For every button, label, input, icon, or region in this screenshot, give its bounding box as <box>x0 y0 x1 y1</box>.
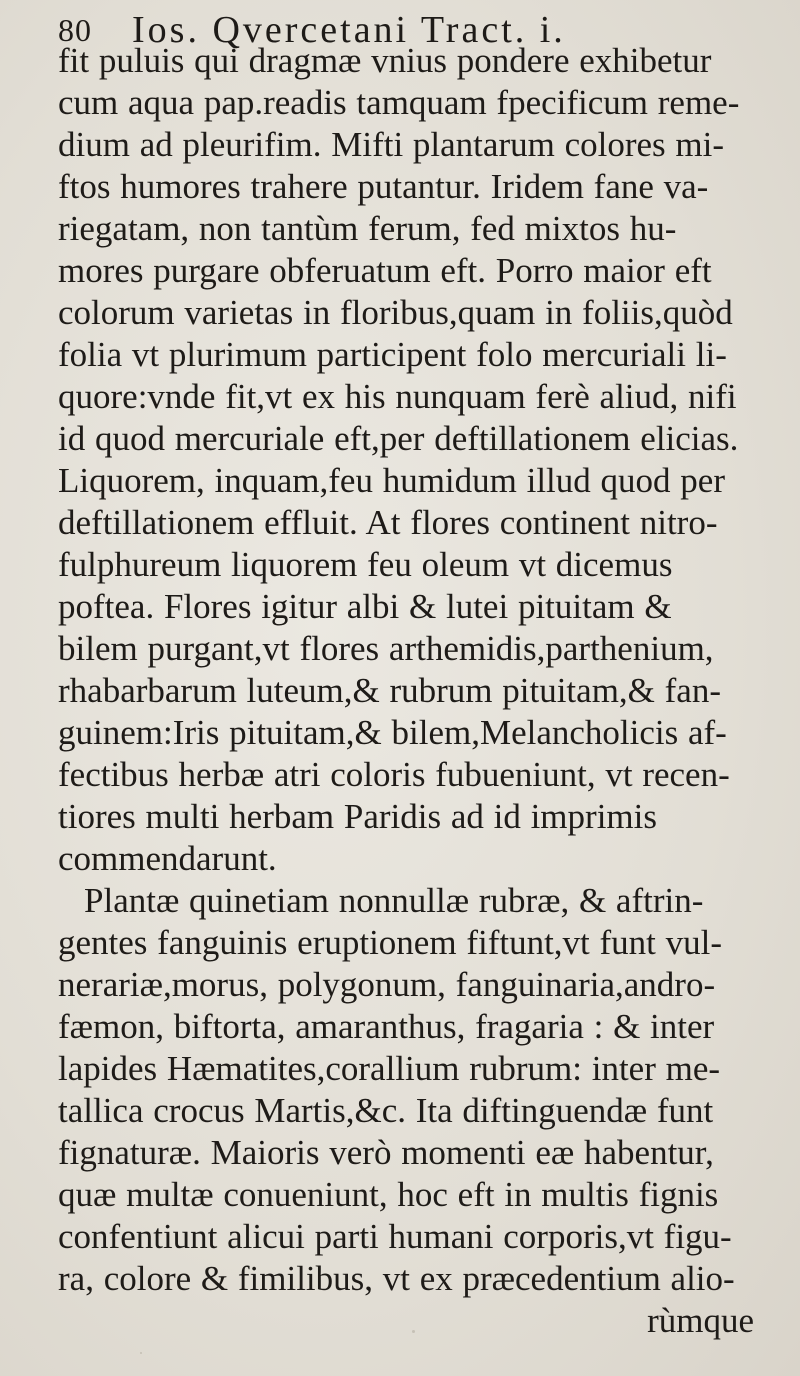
text-line: ftos humores trahere putantur. Iridem fane va- <box>58 167 709 206</box>
page-number: 80 <box>58 12 92 48</box>
text-line: nerariæ,morus, polygonum, fanguinaria,andro- <box>58 965 716 1004</box>
text-line: Liquorem, inquam,feu humidum illud quod per <box>58 461 725 500</box>
text-line: riegatam, non tantùm ferum, fed mixtos hu- <box>58 209 677 248</box>
text-line: fæmon, biftorta, amaranthus, fragaria : & inter <box>58 1007 715 1046</box>
text-line: rhabarbarum luteum,& rubrum pituitam,& fan- <box>58 671 721 710</box>
text-line: Plantæ quinetiam nonnullæ rubræ, & aftrin- <box>84 881 704 920</box>
text-line: commendarunt. <box>58 839 277 878</box>
text-line: tallica crocus Martis,&c. Ita diftinguendæ funt <box>58 1091 714 1130</box>
catchword: rùmque <box>647 1301 754 1340</box>
text-line: fectibus herbæ atri coloris fubueniunt, vt recen- <box>58 755 730 794</box>
text-line: quore:vnde fit,vt ex his nunquam ferè aliud, nifi <box>58 377 737 416</box>
running-title: Ios. Qvercetani Tract. i. <box>132 9 566 51</box>
text-line: fignaturæ. Maioris verò momenti eæ habentur, <box>58 1133 714 1172</box>
paper-speck <box>412 1330 415 1333</box>
text-line: id quod mercuriale eft,per deftillationem elicias. <box>58 419 739 458</box>
text-line: lapides Hæmatites,corallium rubrum: inter me- <box>58 1049 721 1088</box>
text-line: fulphureum liquorem feu oleum vt dicemus <box>58 545 673 584</box>
text-line: bilem purgant,vt flores arthemidis,parthenium, <box>58 629 714 668</box>
text-line: folia vt plurimum participent folo mercuriali li- <box>58 335 727 374</box>
text-line: ra, colore & fimilibus, vt ex præcedentium alio- <box>58 1259 735 1298</box>
text-line: dium ad pleurifim. Mifti plantarum colores mi- <box>58 125 724 164</box>
text-line: gentes fanguinis eruptionem fiftunt,vt funt vul- <box>58 923 723 962</box>
text-line: tiores multi herbam Paridis ad id imprimis <box>58 797 657 836</box>
text-line: confentiunt alicui parti humani corporis,vt figu- <box>58 1217 732 1256</box>
text-line: guinem:Iris pituitam,& bilem,Melancholicis af- <box>58 713 727 752</box>
text-line: poftea. Flores igitur albi & lutei pituitam & <box>58 587 672 626</box>
text-line: mores purgare obferuatum eft. Porro maior eft <box>58 251 712 290</box>
text-line: cum aqua pap.readis tamquam fpecificum reme- <box>58 83 740 122</box>
text-line: colorum varietas in floribus,quam in foliis,quòd <box>58 293 733 332</box>
text-line: fit puluis qui dragmæ vnius pondere exhibetur <box>58 41 712 80</box>
paper-speck <box>140 1352 142 1354</box>
text-line: quæ multæ conueniunt, hoc eft in multis fignis <box>58 1175 719 1214</box>
text-line: deftillationem effluit. At flores continent nitro- <box>58 503 718 542</box>
